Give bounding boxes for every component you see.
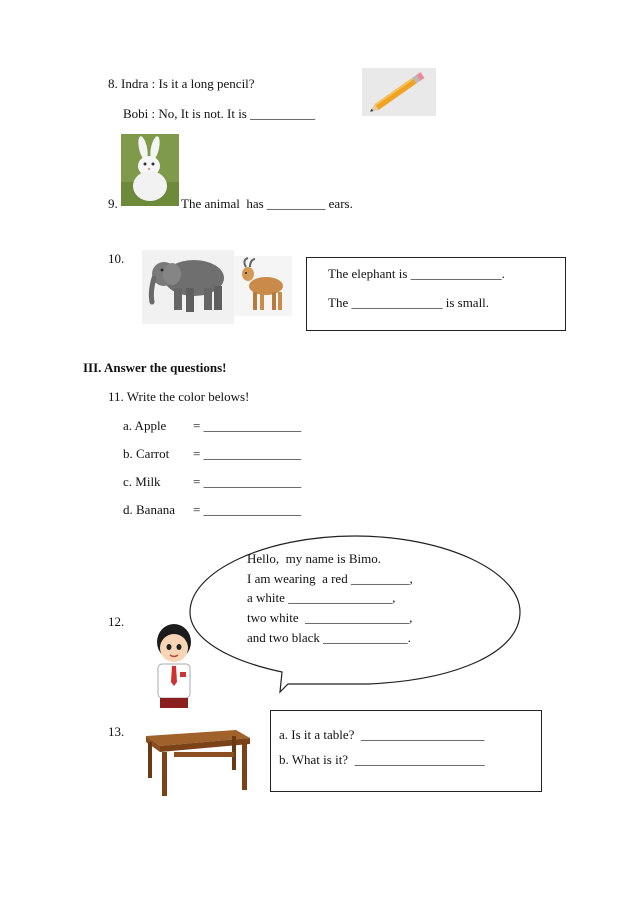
q11-prompt: 11. Write the color belows! [108,389,250,404]
q11-item-answer: = _______________ [193,446,302,461]
q11-item-label: c. Milk [123,474,161,489]
bubble-line: Hello, my name is Bimo. [247,551,381,566]
q11-item-answer: = _______________ [193,474,302,489]
elephant-image [142,250,234,324]
q11-item-answer: = _______________ [193,418,302,433]
q11-item-label: b. Carrot [123,446,170,461]
q10-number: 10. [108,251,125,266]
q11-item-answer: = _______________ [193,502,302,517]
q13-answer-box [270,710,542,792]
goat-image [234,256,292,316]
q9-text: The animal has _________ ears. [181,196,353,211]
q12-number: 12. [108,614,125,629]
q13-box-line2: b. What is it? ____________________ [279,752,485,767]
q8-line2: Bobi : No, It is not. It is __________ [123,106,316,121]
boy-image [150,620,198,710]
section-3-heading: III. Answer the questions! [83,360,227,375]
q10-box-line1: The elephant is ______________. [328,266,505,281]
bubble-line: I am wearing a red _________, [247,571,413,586]
pencil-image [362,68,436,116]
rabbit-image [121,134,179,206]
table-image [140,724,252,800]
q11-item-label: d. Banana [123,502,175,517]
bubble-line: a white ________________, [247,590,396,605]
q11-item-label: a. Apple [123,418,167,433]
bubble-line: and two black _____________. [247,630,411,645]
q13-number: 13. [108,724,125,739]
q10-box-line2: The ______________ is small. [328,295,490,310]
bubble-line: two white ________________, [247,610,413,625]
q13-box-line1: a. Is it a table? ___________________ [279,727,485,742]
q8-line1: 8. Indra : Is it a long pencil? [108,76,255,91]
q9-number: 9. [108,196,118,211]
